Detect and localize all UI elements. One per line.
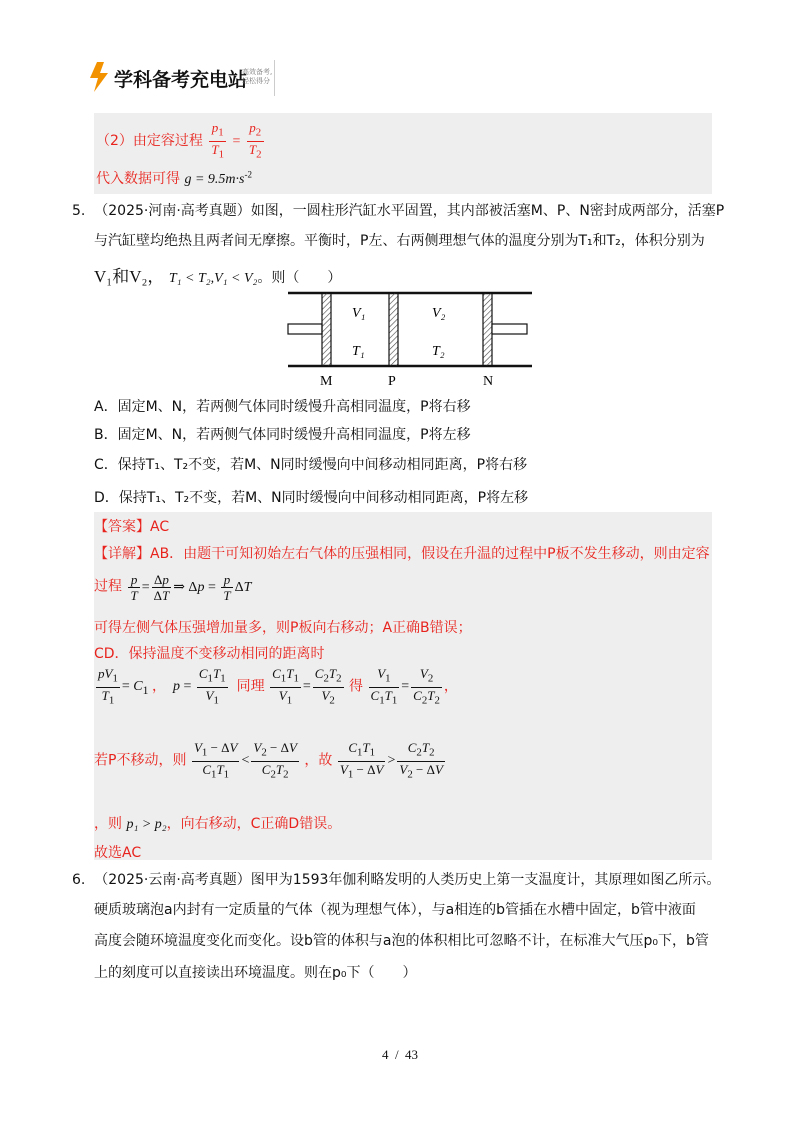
q5-option-c: C．保持T₁、T₂不变，若M、N同时缓慢向中间移动相同距离，P将右移 <box>94 457 528 473</box>
q5-detail-3: 可得左侧气体压强增加量多，则P板向右移动；A正确B错误； <box>94 620 472 636</box>
q5-number: 5. <box>72 203 86 219</box>
q5-line2: 与汽缸壁均绝热且两者间无摩擦。平衡时，P左、右两侧理想气体的温度分别为T₁和T₂，体积分别为 <box>94 233 705 249</box>
label-m: M <box>320 374 333 389</box>
label-v2: V₂ <box>432 306 446 321</box>
q5-answer: 【答案】AC <box>94 519 170 535</box>
q5-option-a: A．固定M、N，若两侧气体同时缓慢升高相同温度，P将右移 <box>94 399 471 415</box>
q5-detail-4: CD．保持温度不变移动相同的距离时 <box>94 646 325 662</box>
header-divider <box>274 60 275 96</box>
lightning-icon <box>88 62 110 92</box>
q6-line2: 硬质玻璃泡a内封有一定质量的气体（视为理想气体），与a相连的b管插在水槽中固定，b管中液面 <box>94 902 696 918</box>
brand-name: 学科备考充电站 <box>114 69 248 91</box>
label-n: N <box>483 374 494 389</box>
q6-number: 6. <box>72 872 86 888</box>
q6-line1: 6. （2025·云南·高考真题）图甲为1593年伽利略发明的人类历史上第一支温度计，其原理如图乙所示。 <box>72 872 721 888</box>
q5-detail-6: 若P不移动，则 $\frac{V_1 - \Delta V}{C_1T_1}$ < $\frac{V_2 - \Delta V}{C_2T_2}$ ，故 $\frac{C_1T_1}{V_1 - \Delta V}$ > $\frac{C_2T_2}{V_2 - \Delta V}$ <box>94 740 443 781</box>
q5-detail-5: $\frac{pV_1}{T_1}$ = $C_1$ ， p = $\frac{C_1T_1}{V_1}$ 同理 $\frac{C_1T_1}{V_1}$ = $\frac{C_2T_2}{V_2}$ 得 $\frac{V_1}{C_1T_1}$ = $\frac{V_2}{C_2T_2}$ ， <box>98 666 458 707</box>
label-t1: T₁ <box>352 344 365 359</box>
label-p: P <box>388 374 396 389</box>
prev-answer-line1: （2）由定容过程 $\frac{p_1}{T_1}$ = $\frac{p_2}{T_2}$ <box>96 120 262 161</box>
cylinder-diagram <box>284 285 534 390</box>
label-t2: T₂ <box>432 344 445 359</box>
label-v1: V₁ <box>352 306 366 321</box>
q5-line1: 5. （2025·河南·高考真题）如图，一圆柱形汽缸水平固置，其内部被活塞M、P、N密封成两部分，活塞P <box>72 203 725 219</box>
q6-line3: 高度会随环境温度变化而变化。设b管的体积与a泡的体积相比可忽略不计，在标准大气压p₀下，b管 <box>94 933 709 949</box>
piston-m <box>322 293 331 366</box>
piston-m-rod <box>288 324 322 334</box>
q6-line4: 上的刻度可以直接读出环境温度。则在p₀下（ ） <box>94 965 417 981</box>
q5-detail-2: 过程 $\frac{p}{T}$ = $\frac{\Delta p}{\Delta T}$ ⇒ Δp = $\frac{p}{T}$ ΔT <box>94 572 252 603</box>
q5-option-b: B．固定M、N，若两侧气体同时缓慢升高相同温度，P将左移 <box>94 427 471 443</box>
piston-p <box>389 293 398 366</box>
q5-line3: V₁和V₂， T₁ < T₂,V₁ < V₂。则（ ） <box>94 267 342 286</box>
g-value: g = 9.5m·s <box>184 172 245 187</box>
slogan-2: 轻松得分 <box>242 77 270 85</box>
q5-final: 故选AC <box>94 845 142 861</box>
prev-answer-line2: 代入数据可得 $g = 9.5m\cdot s^{-2}$ <box>96 169 252 187</box>
q5-source: （2025·河南·高考真题） <box>94 203 251 219</box>
slogan-1: 高效备考, <box>242 68 273 76</box>
header-logo <box>88 60 278 96</box>
q5-detail-7: ，则 p₁ > p₂，向右移动，C正确D错误。 <box>94 816 342 832</box>
q5-detail-1: 【详解】AB．由题干可知初始左右气体的压强相同，假设在升温的过程中P板不发生移动，则由定容 <box>94 546 710 562</box>
page-number: 4 / 43 <box>381 1047 419 1062</box>
q5-option-d: D．保持T₁、T₂不变，若M、N同时缓慢向中间移动相同距离，P将左移 <box>94 490 529 506</box>
piston-n <box>483 293 492 366</box>
piston-n-rod <box>492 324 527 334</box>
